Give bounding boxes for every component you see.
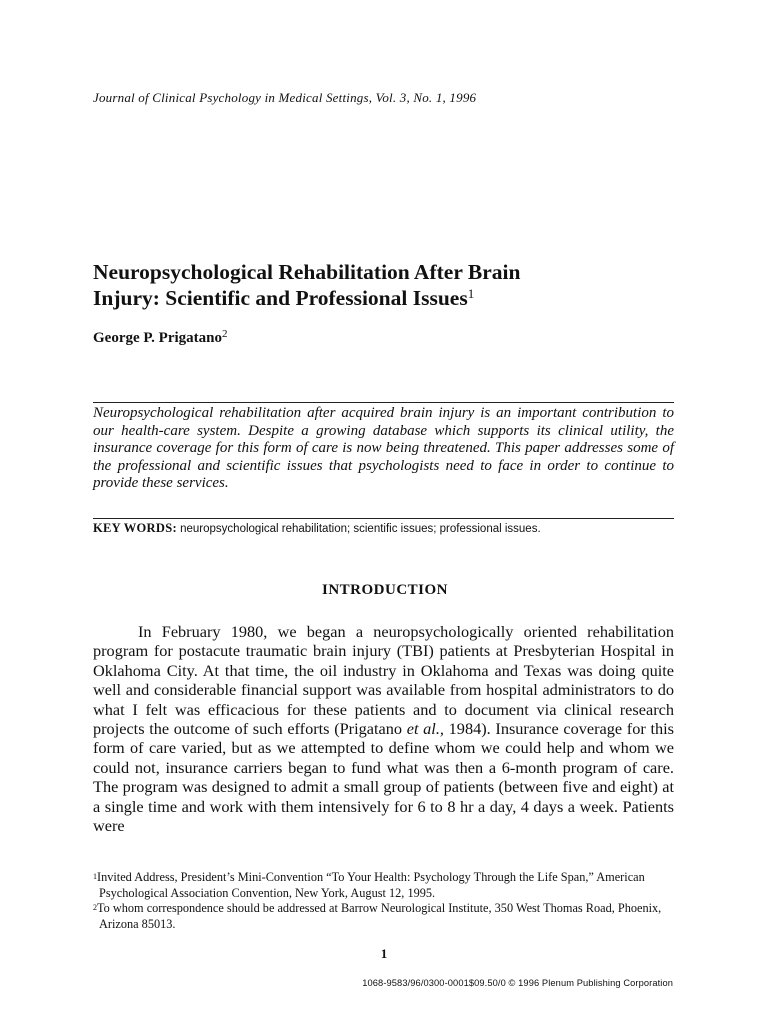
page-number: 1 [380,946,388,961]
footnote-text: To whom correspondence should be addressed at Barrow Neurological Institute, 350 West Thomas Road, Phoenix, Arizona 85013. [97,901,662,931]
section-heading [0,582,768,599]
journal-citation: Journal of Clinical Psychology in Medical Settings, Vol. 3, No. 1, 1996 [93,90,477,105]
footnotes [93,870,678,932]
footnote-mark: 1 [93,872,97,881]
footnote-mark: 2 [93,903,97,912]
body-part-2: 1984). Insurance coverage for this form of care varied, but as we attempted to define whom we could help and whom we could not, insurance carriers began to fund what was then a 6-month program of care. The program was designed to admit a small group of patients (between five and eight) at a single time and work with them intensively for 6 to 8 hr a day, 4 days a week. Patients were [93,719,674,836]
footnote-text: Invited Address, President’s Mini-Convention “To Your Health: Psychology Through the Life Span,” American Psychological Association Convention, New York, August 12, 1995. [97,870,645,900]
title-line-1: Neuropsychological Rehabilitation After Brain [93,260,521,284]
keywords-label: KEY WORDS: [93,521,177,535]
author-footnote-mark: 2 [222,328,228,340]
keywords [93,521,674,536]
body-part-1: In February 1980, we began a neuropsychologically oriented rehabilitation program for postacute traumatic brain injury (TBI) patients at Presbyterian Hospital in Oklahoma City. At that time, the oil industry in Oklahoma and Texas was doing quite well and considerable financial support was available from hospital administrators to do what I felt was efficacious for these patients and to document via clinical research projects the outcome of such efforts (Prigatano [93,622,674,739]
abstract-top-rule [93,402,674,403]
section-heading-text: INTRODUCTION [321,582,448,598]
body-paragraph [93,622,674,835]
title-line-2: Injury: Scientific and Professional Issues [93,286,468,310]
author-name-text: George P. Prigatano [93,330,223,346]
author-name [93,330,228,347]
abstract-bottom-rule [93,518,674,519]
keywords-text: neuropsychological rehabilitation; scientific issues; professional issues. [180,523,541,535]
body-citation: et al., [406,719,444,739]
article-title [93,259,693,311]
footnote [93,870,678,901]
title-footnote-mark: 1 [467,286,475,301]
abstract: Neuropsychological rehabilitation after acquired brain injury is an important contribution to our health-care system. Despite a growing database which supports its clinical utility, the insurance coverage for this form of care is now being threatened. This paper addresses some of the professional and scientific issues that psychologists need to face in order to continue to provide these services. [93,405,674,492]
copyright-line: 1068-9583/96/0300-0001$09.50/0 © 1996 Plenum Publishing Corporation [362,978,673,988]
footnote [93,901,678,932]
